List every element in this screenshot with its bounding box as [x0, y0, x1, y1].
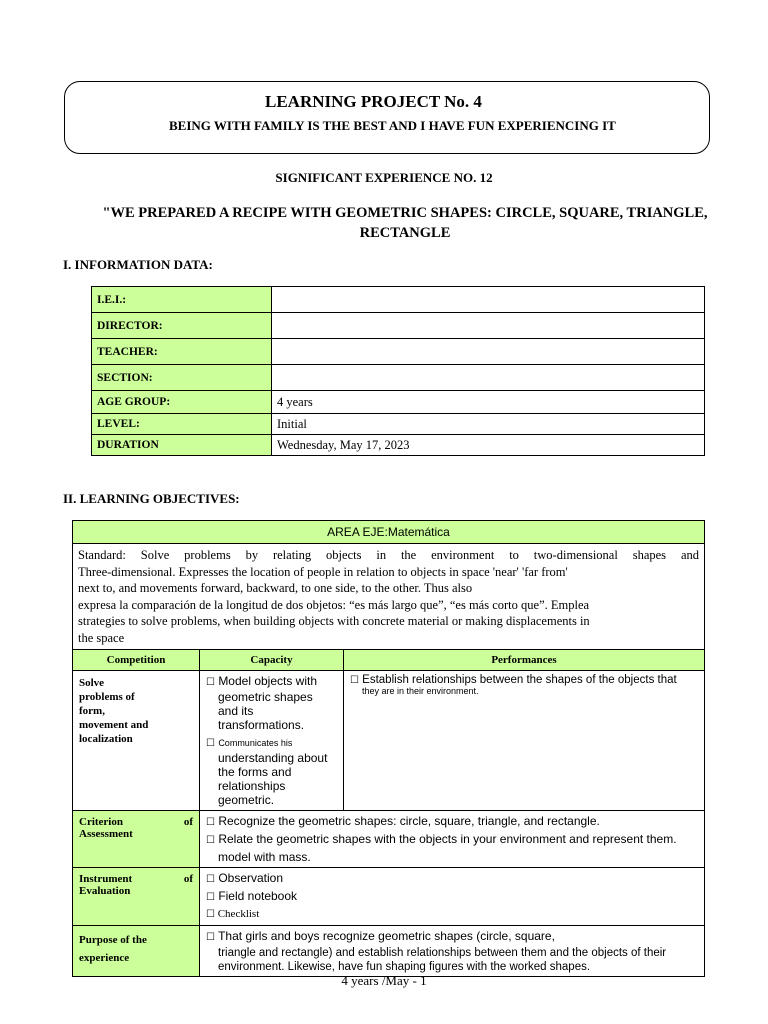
purpose-cell: [200, 926, 705, 977]
objectives-table: [72, 520, 705, 977]
criterion-label: [73, 811, 200, 868]
standard-line: next to, and movements forward, backward, to one side, to the other. Thus also: [78, 581, 473, 595]
info-row: [92, 313, 705, 339]
capacity-line: relationships: [218, 779, 286, 793]
purpose-label: [73, 926, 200, 977]
capacity-line: the forms and: [218, 765, 292, 779]
info-value: Wednesday, May 17, 2023: [272, 435, 705, 456]
info-label: DURATION: [92, 435, 272, 456]
info-value: [272, 313, 705, 339]
info-label: I.E.I.:: [92, 287, 272, 313]
criterion-item-cont: model with mass.: [218, 850, 311, 864]
competition-line: movement and: [79, 719, 149, 731]
info-row: [92, 391, 705, 414]
info-value: [272, 365, 705, 391]
standard-line: Three-dimensional. Expresses the location of people in relation to objects in space 'near' 'far from': [78, 564, 568, 579]
competition-cell: [73, 671, 200, 811]
performances-header: Performances: [344, 650, 705, 671]
criterion-label-text: Assessment: [79, 828, 133, 840]
criterion-item: Relate the geometric shapes with the objects in your environment and represent them.: [218, 832, 677, 846]
project-header-box: [64, 81, 710, 154]
instrument-label-text: Instrument: [79, 873, 133, 885]
info-label: SECTION:: [92, 365, 272, 391]
performance-line: they are in their environment.: [362, 686, 479, 696]
competition-header: Competition: [73, 650, 200, 671]
purpose-line: That girls and boys recognize geometric shapes (circle, square,: [218, 929, 555, 943]
performance-cell: [344, 671, 705, 811]
standard-line: strategies to solve problems, when building objects with concrete material or making displacements in: [78, 614, 590, 628]
info-label: TEACHER:: [92, 339, 272, 365]
performance-line: Establish relationships between the shapes of the objects that: [362, 674, 677, 686]
info-row: [92, 365, 705, 391]
standard-line: expresa la comparación de la longitud de dos objetos: “es más largo que”, “es más corto que”. Emplea: [78, 597, 590, 612]
capacity-line: Communicates his: [218, 738, 293, 748]
checkbox-icon: ☐: [350, 675, 359, 686]
info-label: AGE GROUP:: [92, 391, 272, 414]
competition-line: localization: [79, 733, 133, 745]
standard-line: the space: [78, 630, 125, 645]
info-value: Initial: [272, 414, 705, 435]
capacity-header: Capacity: [200, 650, 344, 671]
checkbox-icon: ☐: [206, 817, 215, 828]
competition-line: problems of: [79, 691, 135, 703]
capacity-line: geometric.: [218, 793, 275, 807]
capacity-line: geometric shapes: [218, 690, 313, 704]
recipe-title-line-2: RECTANGLE: [359, 225, 451, 241]
criterion-label-text: Criterion: [79, 816, 123, 828]
info-row: [92, 435, 705, 456]
instrument-label: [73, 868, 200, 926]
checkbox-icon: ☐: [206, 874, 215, 885]
project-title: LEARNING PROJECT No. 4: [265, 92, 482, 111]
capacity-cell: [200, 671, 344, 811]
checkbox-icon: ☐: [206, 909, 215, 920]
area-header: AREA EJE:Matemática: [73, 521, 705, 544]
capacity-line: Model objects with: [218, 674, 318, 688]
section-objectives-title: II. LEARNING OBJECTIVES:: [63, 491, 240, 506]
criterion-item: Recognize the geometric shapes: circle, square, triangle, and rectangle.: [218, 814, 600, 828]
info-value: 4 years: [272, 391, 705, 414]
info-value: [272, 339, 705, 365]
capacity-line: understanding about: [218, 751, 328, 765]
info-label: LEVEL:: [92, 414, 272, 435]
info-value: [272, 287, 705, 313]
recipe-title-line-1: "WE PREPARED A RECIPE WITH GEOMETRIC SHAPES: CIRCLE, SQUARE, TRIANGLE,: [102, 205, 708, 221]
criterion-cell: [200, 811, 705, 868]
capacity-line: and its: [218, 704, 254, 718]
checkbox-icon: ☐: [206, 738, 215, 749]
info-row: [92, 339, 705, 365]
instrument-item: Observation: [218, 871, 284, 885]
standard-text: [73, 544, 705, 650]
competition-line: form,: [79, 705, 105, 717]
information-table: [91, 286, 705, 456]
significant-experience-title: SIGNIFICANT EXPERIENCE NO. 12: [275, 170, 493, 185]
checkbox-icon: ☐: [206, 677, 215, 688]
instrument-item: Checklist: [217, 908, 260, 920]
instrument-label-of: of: [183, 873, 193, 885]
checkbox-icon: ☐: [206, 932, 215, 943]
section-information-title: I. INFORMATION DATA:: [63, 257, 213, 272]
checkbox-icon: ☐: [206, 835, 215, 846]
instrument-cell: [200, 868, 705, 926]
competition-line: Solve: [79, 677, 105, 689]
instrument-item: Field notebook: [218, 889, 298, 903]
purpose-label-text: experience: [79, 952, 130, 964]
info-label: DIRECTOR:: [92, 313, 272, 339]
info-row: [92, 287, 705, 313]
standard-line: Standard: Solve problems by relating objects in the environment to two-dimensional shapes and: [78, 548, 699, 562]
purpose-line: triangle and rectangle) and establish relationships between them and the objects of their: [218, 947, 667, 959]
project-subtitle: BEING WITH FAMILY IS THE BEST AND I HAVE FUN EXPERIENCING IT: [169, 118, 616, 133]
instrument-label-text: Evaluation: [79, 885, 131, 897]
info-row: [92, 414, 705, 435]
purpose-label-text: Purpose of the: [79, 934, 147, 946]
recipe-title: [80, 203, 730, 243]
purpose-line: environment. Likewise, have fun shaping figures with the worked shapes.: [218, 961, 591, 973]
capacity-line: transformations.: [218, 718, 305, 732]
checkbox-icon: ☐: [206, 892, 215, 903]
criterion-label-of: of: [183, 816, 193, 828]
page-footer: 4 years /May - 1: [341, 973, 427, 988]
